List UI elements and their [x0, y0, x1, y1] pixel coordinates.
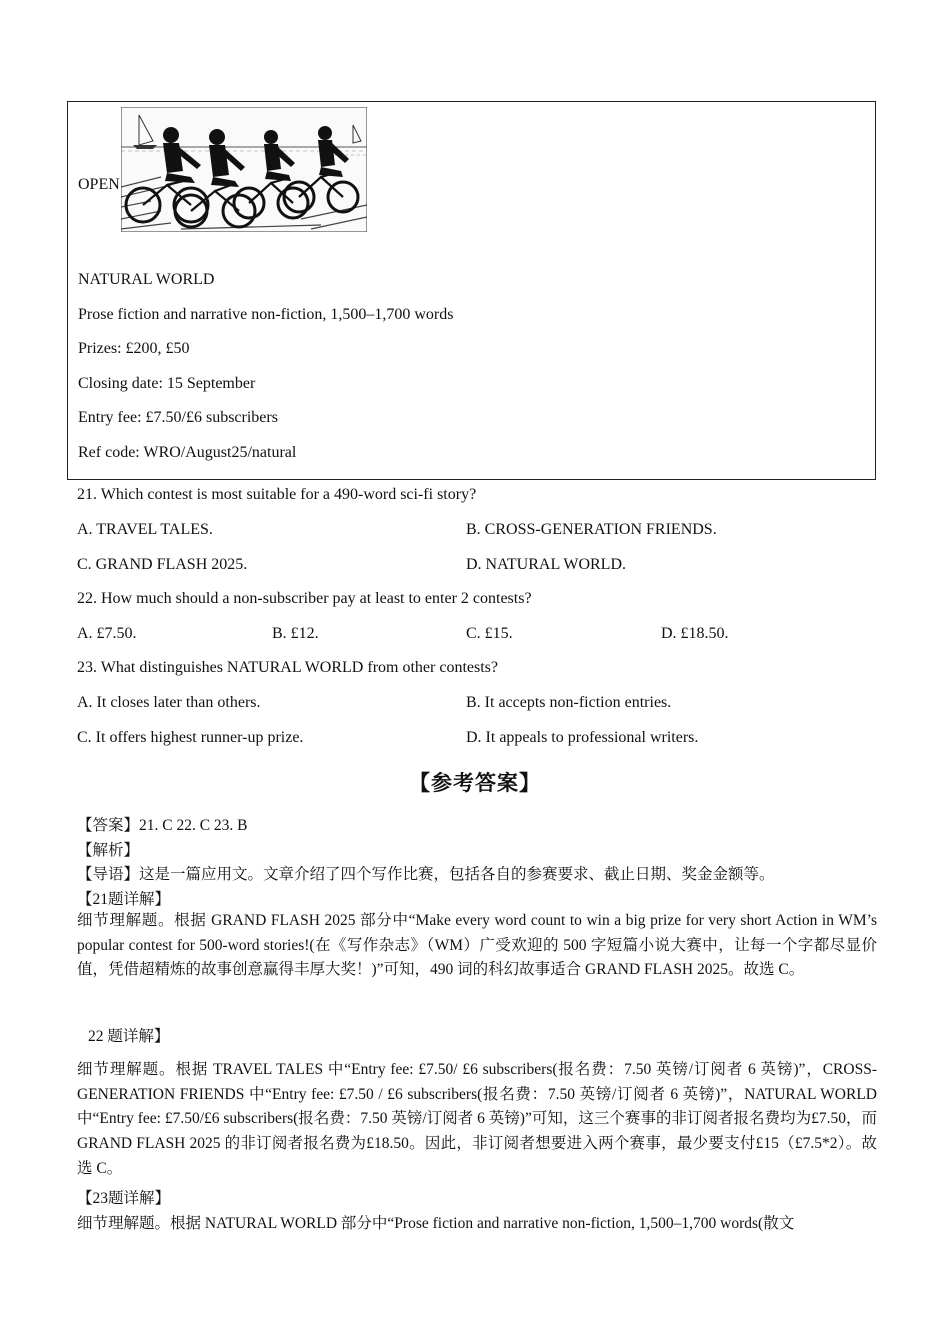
answer-key: 【答案】21. C 22. C 23. B	[77, 817, 248, 834]
contest-entry-fee: Entry fee: £7.50/£6 subscribers	[78, 409, 278, 426]
contest-ref-code: Ref code: WRO/August25/natural	[78, 444, 297, 461]
question-22-stem: 22. How much should a non-subscriber pay at least to enter 2 contests?	[77, 590, 532, 607]
q21-heading: 【21题详解】	[77, 891, 171, 908]
question-22-option-c: C. £15.	[466, 625, 513, 642]
open-label: OPEN	[78, 176, 120, 193]
q23-heading: 【23题详解】	[77, 1190, 171, 1207]
contest-name: NATURAL WORLD	[78, 271, 215, 288]
contest-box	[67, 101, 876, 480]
cyclists-illustration-icon	[121, 107, 367, 232]
question-23-option-a: A. It closes later than others.	[77, 694, 261, 711]
analysis-heading: 【解析】	[77, 842, 140, 859]
intro-text: 【导语】这是一篇应用文。文章介绍了四个写作比赛，包括各自的参赛要求、截止日期、奖金金额等。	[77, 866, 775, 883]
q23-explanation: 细节理解题。根据 NATURAL WORLD 部分中“Prose fiction and narrative non-fiction, 1,500–1,700 words(散文	[77, 1215, 795, 1232]
question-21-stem: 21. Which contest is most suitable for a 490-word sci-fi story?	[77, 486, 477, 503]
contest-genre: Prose fiction and narrative non-fiction, 1,500–1,700 words	[78, 306, 454, 323]
question-22-option-a: A. £7.50.	[77, 625, 137, 642]
answers-title: 【参考答案】	[409, 771, 541, 795]
contest-prizes: Prizes: £200, £50	[78, 340, 190, 357]
q21-explanation: 细节理解题。根据 GRAND FLASH 2025 部分中“Make every word count to win a big prize for very short Action in WM’s popular contest for 500-word stories!(在《写作杂志》（WM）广受欢迎的 500 字短篇小说大赛中，让每一个字都尽显价值，凭借超精炼的故事创意赢得丰厚大奖！)”可知，490 词的科幻故事适合 GRAND FLASH 2025。故选 C。	[77, 912, 877, 979]
question-23-stem: 23. What distinguishes NATURAL WORLD from other contests?	[77, 659, 498, 676]
q22-heading: 22 题详解】	[88, 1028, 170, 1045]
question-21-option-b: B. CROSS-GENERATION FRIENDS.	[466, 521, 717, 538]
question-22-option-b: B. £12.	[272, 625, 319, 642]
question-23-option-c: C. It offers highest runner-up prize.	[77, 729, 304, 746]
question-23-option-b: B. It accepts non-fiction entries.	[466, 694, 672, 711]
contest-closing-date: Closing date: 15 September	[78, 375, 256, 392]
question-23-option-d: D. It appeals to professional writers.	[466, 729, 699, 746]
question-21-option-d: D. NATURAL WORLD.	[466, 556, 626, 573]
question-21-option-a: A. TRAVEL TALES.	[77, 521, 213, 538]
question-22-option-d: D. £18.50.	[661, 625, 729, 642]
q22-explanation: 细节理解题。根据 TRAVEL TALES 中“Entry fee: £7.50/ £6 subscribers(报名费：7.50 英镑/订阅者 6 英镑)”，CROSS-GENERATION FRIENDS 中“Entry fee: £7.50 / £6 subscribers(报名费：7.50 英镑/订阅者 6 英镑)”，NATURAL WORLD 中“Entry fee: £7.50/£6 subscribers(报名费：7.50 英镑/订阅者 6 英镑)”可知，这三个赛事的非订阅者报名费均为£7.50，而 GRAND FLASH 2025 的非订阅者报名费为£18.50。因此，非订阅者想要进入两个赛事，最少要支付£15（£7.5*2）。故选 C。	[77, 1061, 877, 1177]
question-21-option-c: C. GRAND FLASH 2025.	[77, 556, 248, 573]
